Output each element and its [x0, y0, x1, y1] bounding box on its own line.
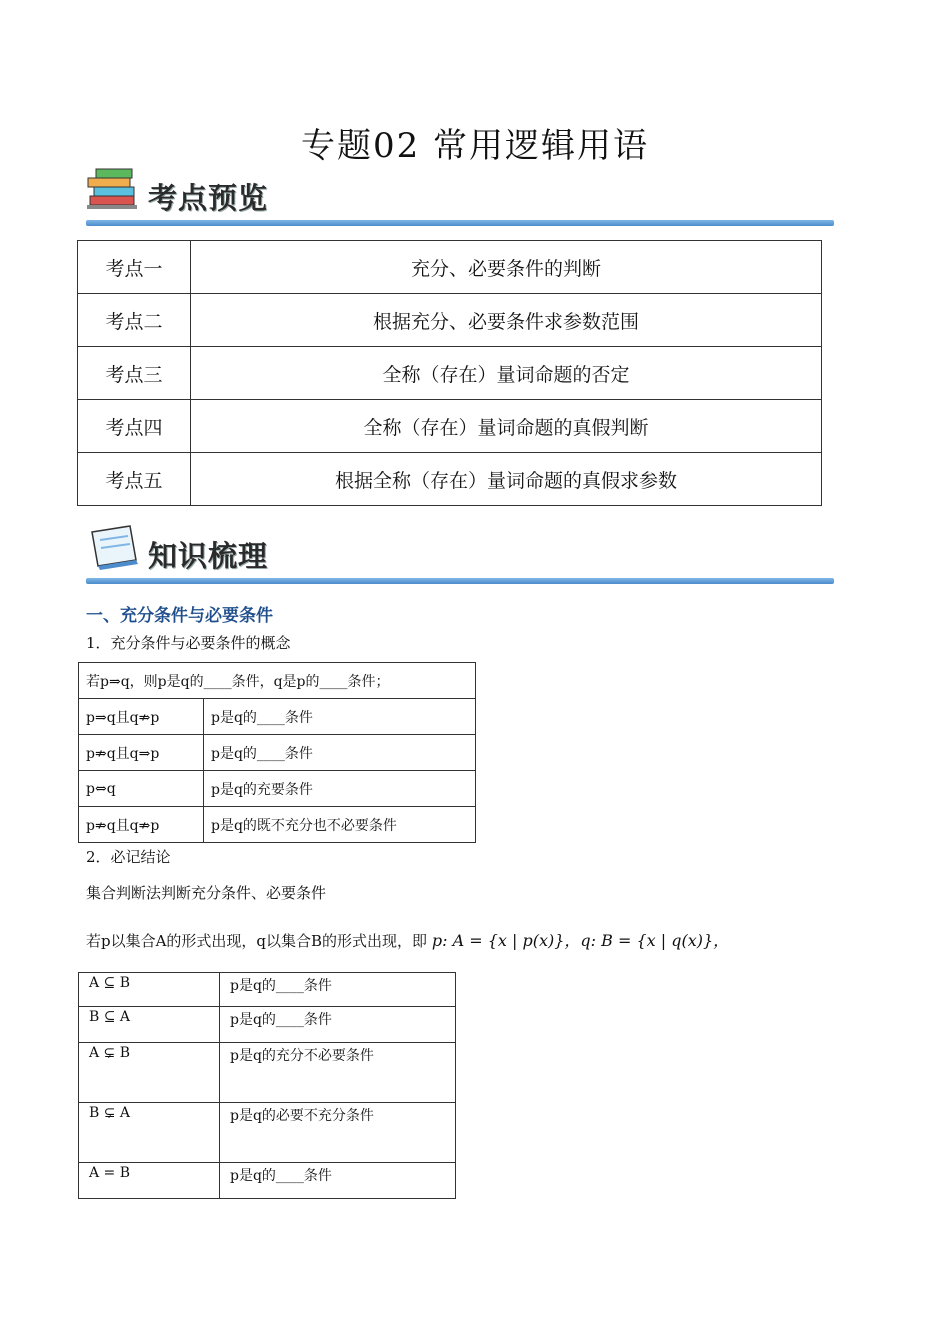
heading-sufficient-necessary: 一、充分条件与必要条件	[86, 606, 273, 626]
cell-right: p是q的____条件	[204, 699, 476, 735]
table-row	[79, 807, 476, 843]
topics-table	[77, 240, 822, 506]
cell-right: p是q的____条件	[204, 735, 476, 771]
concept-table	[78, 662, 476, 843]
section-label: 知识梳理	[148, 539, 269, 573]
table-row	[78, 400, 822, 453]
section-header-knowledge	[86, 524, 834, 590]
table-row	[79, 699, 476, 735]
page-title: 专题02 常用逻辑用语	[300, 126, 650, 166]
concept-header: 若p⇒q，则p是q的____条件，q是p的____条件；	[79, 663, 476, 699]
topic-value: 充分、必要条件的判断	[191, 241, 822, 294]
cell-left: p⇏q且q⇏p	[79, 807, 204, 843]
table-row	[79, 1103, 456, 1163]
table-row	[79, 1043, 456, 1103]
cell-left: A = B	[79, 1163, 220, 1199]
table-row	[78, 347, 822, 400]
cell-right: p是q的____条件	[220, 1007, 456, 1043]
point-2: 2．必记结论	[86, 848, 171, 866]
cell-right: p是q的必要不充分条件	[220, 1103, 456, 1163]
table-row	[79, 735, 476, 771]
table-row	[79, 1007, 456, 1043]
point-1: 1．充分条件与必要条件的概念	[86, 634, 291, 652]
cell-right: p是q的____条件	[220, 1163, 456, 1199]
section-divider	[86, 578, 834, 584]
table-row	[79, 663, 476, 699]
set-relation-table	[78, 972, 456, 1199]
cell-left: A ⊊ B	[79, 1043, 220, 1103]
table-row	[79, 771, 476, 807]
topic-value: 根据充分、必要条件求参数范围	[191, 294, 822, 347]
topic-key: 考点一	[78, 241, 191, 294]
table-row	[78, 294, 822, 347]
table-row	[79, 973, 456, 1007]
cell-left: p⇒q且q⇏p	[79, 699, 204, 735]
cell-left: B ⊊ A	[79, 1103, 220, 1163]
cell-left: A ⊆ B	[79, 973, 220, 1007]
table-row	[79, 1163, 456, 1199]
cell-right: p是q的充分不必要条件	[220, 1043, 456, 1103]
cell-right: p是q的充要条件	[204, 771, 476, 807]
topic-value: 根据全称（存在）量词命题的真假求参数	[191, 453, 822, 506]
cell-left: p⇏q且q⇒p	[79, 735, 204, 771]
topic-value: 全称（存在）量词命题的否定	[191, 347, 822, 400]
books-icon	[86, 166, 142, 214]
point-2-sentence: 若p以集合A的形式出现，q以集合B的形式出现，即	[86, 932, 428, 950]
topic-key: 考点四	[78, 400, 191, 453]
point-2-sub: 集合判断法判断充分条件、必要条件	[86, 884, 327, 902]
section-header-preview	[86, 166, 834, 232]
table-row	[78, 241, 822, 294]
section-label: 考点预览	[148, 181, 269, 215]
topic-key: 考点三	[78, 347, 191, 400]
topic-key: 考点二	[78, 294, 191, 347]
set-formula: p: A = {x | p(x)}，q: B = {x | q(x)}，	[431, 931, 730, 950]
section-divider	[86, 220, 834, 226]
cell-left: p⇔q	[79, 771, 204, 807]
cell-right: p是q的____条件	[220, 973, 456, 1007]
notebook-icon	[86, 524, 142, 572]
topic-key: 考点五	[78, 453, 191, 506]
table-row	[78, 453, 822, 506]
point-2-text	[86, 928, 729, 951]
cell-right: p是q的既不充分也不必要条件	[204, 807, 476, 843]
topic-value: 全称（存在）量词命题的真假判断	[191, 400, 822, 453]
cell-left: B ⊆ A	[79, 1007, 220, 1043]
